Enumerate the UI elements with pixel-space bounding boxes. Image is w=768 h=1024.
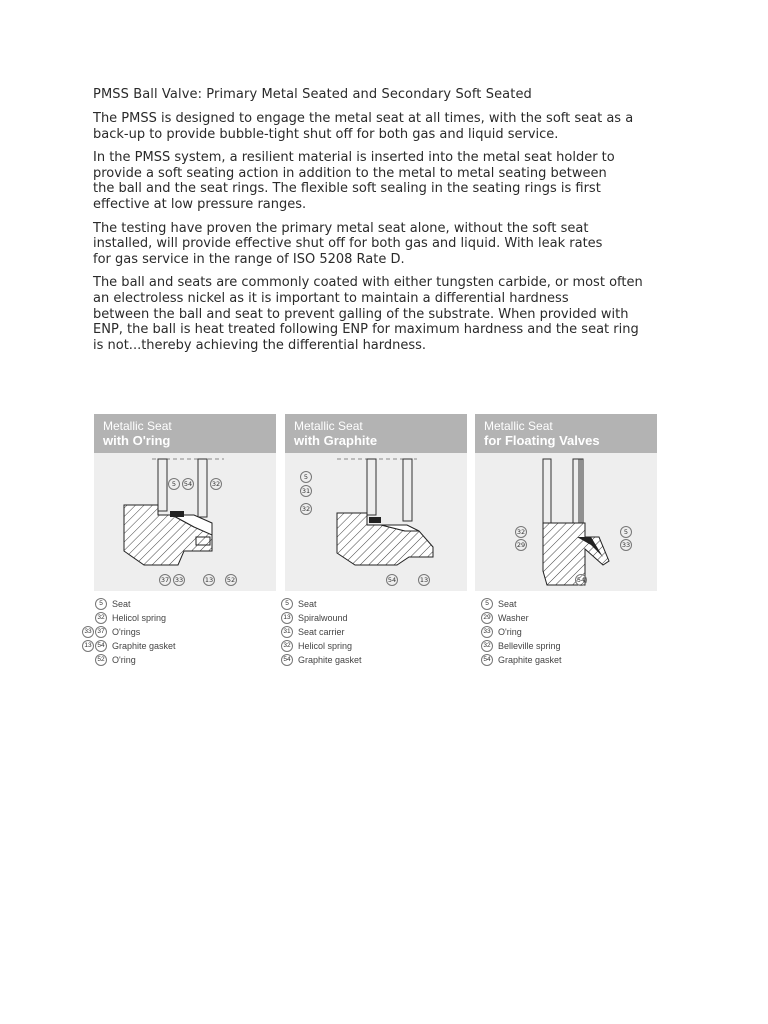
figure-oring (94, 414, 276, 591)
body-wall (198, 459, 207, 517)
legend-row (82, 639, 176, 653)
legend-row (268, 653, 362, 667)
legend-label: Seat (498, 599, 517, 609)
text-line: is not...thereby achieving the differential hardness. (93, 337, 427, 353)
text-line: In the PMSS system, a resilient material is inserted into the metal seat holder to (93, 150, 615, 166)
legend-label: Helicol spring (298, 641, 353, 651)
callout-marker: 32 (211, 480, 221, 488)
figure-header (94, 414, 276, 453)
document-body (93, 87, 683, 361)
legend-number: 33 (82, 626, 94, 638)
legend-label: Graphite gasket (498, 655, 562, 665)
oring-seat-drawing (94, 453, 276, 591)
text-line: back-up to provide bubble-tight shut off for both gas and liquid service. (93, 126, 559, 142)
legend-label: Washer (498, 613, 529, 623)
callout-marker: 13 (204, 576, 214, 584)
legend-number: 5 (95, 598, 107, 610)
legend-number: 37 (95, 626, 107, 638)
legend-graphite (268, 597, 362, 667)
legend-label: Seat carrier (298, 627, 345, 637)
paragraph-4 (93, 275, 683, 353)
text-line: The ball and seats are commonly coated with either tungsten carbide, or most often (93, 275, 643, 291)
text-line: an electroless nickel as it is important to maintain a differential hardness (93, 290, 569, 306)
legend-number: 32 (281, 640, 293, 652)
figure-heading-1: Metallic Seat (484, 419, 553, 433)
legend-row (268, 639, 362, 653)
figure-heading-1: Metallic Seat (103, 419, 172, 433)
callout-marker: 54 (387, 576, 397, 584)
text-line: provide a soft seating action in addition to the metal to metal seating between (93, 165, 607, 181)
graphite-seal (369, 517, 381, 523)
text-line: effective at low pressure ranges. (93, 196, 307, 212)
text-line: between the ball and seat to prevent galling of the substrate. When provided with (93, 306, 629, 322)
figure-floating (475, 414, 657, 591)
figure-header (475, 414, 657, 453)
legend-row (268, 625, 362, 639)
figure-header (285, 414, 467, 453)
callout-marker: 32 (301, 505, 311, 513)
paragraph-2 (93, 150, 683, 212)
legend-label: O'ring (498, 627, 522, 637)
callout-marker: 5 (168, 478, 180, 490)
paragraph-3 (93, 221, 683, 268)
floating-seat-drawing (475, 453, 657, 591)
legend-row (468, 639, 562, 653)
legend-row (468, 625, 562, 639)
document-title: PMSS Ball Valve: Primary Metal Seated and Secondary Soft Seated (93, 87, 532, 102)
legend-label: Graphite gasket (112, 641, 176, 651)
legend-row (82, 597, 176, 611)
callout-marker: 32 (516, 528, 526, 536)
text-line: for gas service in the range of ISO 5208 Rate D. (93, 251, 405, 267)
legend-row (82, 611, 176, 625)
oring-seal (170, 511, 184, 517)
legend-label: Graphite gasket (298, 655, 362, 665)
legend-row (268, 611, 362, 625)
text-line: The PMSS is designed to engage the metal seat at all times, with the soft seat as a (93, 111, 634, 126)
ball-wall (158, 459, 167, 511)
legend-label: Helicol spring (112, 613, 167, 623)
text-line: ENP, the ball is heat treated following ENP for maximum hardness and the seat ring (93, 322, 639, 338)
paragraph-1 (93, 111, 683, 142)
ball-wall (367, 459, 376, 515)
legend-number: 31 (281, 626, 293, 638)
callout-marker: 33 (621, 541, 631, 549)
legend-number: 13 (281, 612, 293, 624)
figure-heading-2: for Floating Valves (484, 433, 600, 448)
legend-number: 5 (281, 598, 293, 610)
legend-row (82, 653, 176, 667)
legend-row (468, 597, 562, 611)
callout-marker: 33 (174, 576, 184, 584)
figure-graphite (285, 414, 467, 591)
callout-marker: 54 (183, 480, 193, 488)
callout-marker: 52 (226, 576, 236, 584)
text-line: installed, will provide effective shut off for both gas and liquid. With leak rates (93, 236, 603, 252)
callout-marker: 54 (576, 576, 586, 584)
callout-marker: 31 (301, 487, 311, 495)
legend-row (268, 597, 362, 611)
seat-body (124, 505, 212, 565)
legend-number: 32 (481, 640, 493, 652)
callout-marker: 37 (160, 576, 170, 584)
legend-number: 32 (95, 612, 107, 624)
legend-label: Belleville spring (498, 641, 561, 651)
seat-body (337, 513, 433, 565)
legend-row (468, 611, 562, 625)
legend-number: 5 (481, 598, 493, 610)
callout-marker: 5 (620, 526, 632, 538)
legend-label: O'rings (112, 627, 141, 637)
legend-number: 29 (481, 612, 493, 624)
legend-label: Seat (112, 599, 131, 609)
legend-number: 54 (281, 654, 293, 666)
legend-oring (82, 597, 176, 667)
graphite-seat-drawing (285, 453, 467, 591)
legend-number: 52 (95, 654, 107, 666)
legend-row (82, 625, 176, 639)
legend-number: 54 (481, 654, 493, 666)
figure-heading-1: Metallic Seat (294, 419, 363, 433)
callout-marker: 29 (516, 541, 526, 549)
legend-number: 13 (82, 640, 94, 652)
legend-label: O'ring (112, 655, 136, 665)
legend-floating (468, 597, 562, 667)
text-line: the ball and the seat rings. The flexible soft sealing in the seating rings is first (93, 181, 601, 197)
legend-row (468, 653, 562, 667)
figure-heading-2: with O'ring (103, 433, 171, 448)
body-wall (403, 459, 412, 521)
figure-heading-2: with Graphite (294, 433, 378, 448)
legend-label: Spiralwound (298, 613, 348, 623)
legend-number: 54 (95, 640, 107, 652)
legend-label: Seat (298, 599, 317, 609)
callout-marker: 5 (300, 471, 312, 483)
legend-number: 33 (481, 626, 493, 638)
callout-marker: 13 (419, 576, 429, 584)
text-line: The testing have proven the primary metal seat alone, without the soft seat (93, 220, 589, 236)
